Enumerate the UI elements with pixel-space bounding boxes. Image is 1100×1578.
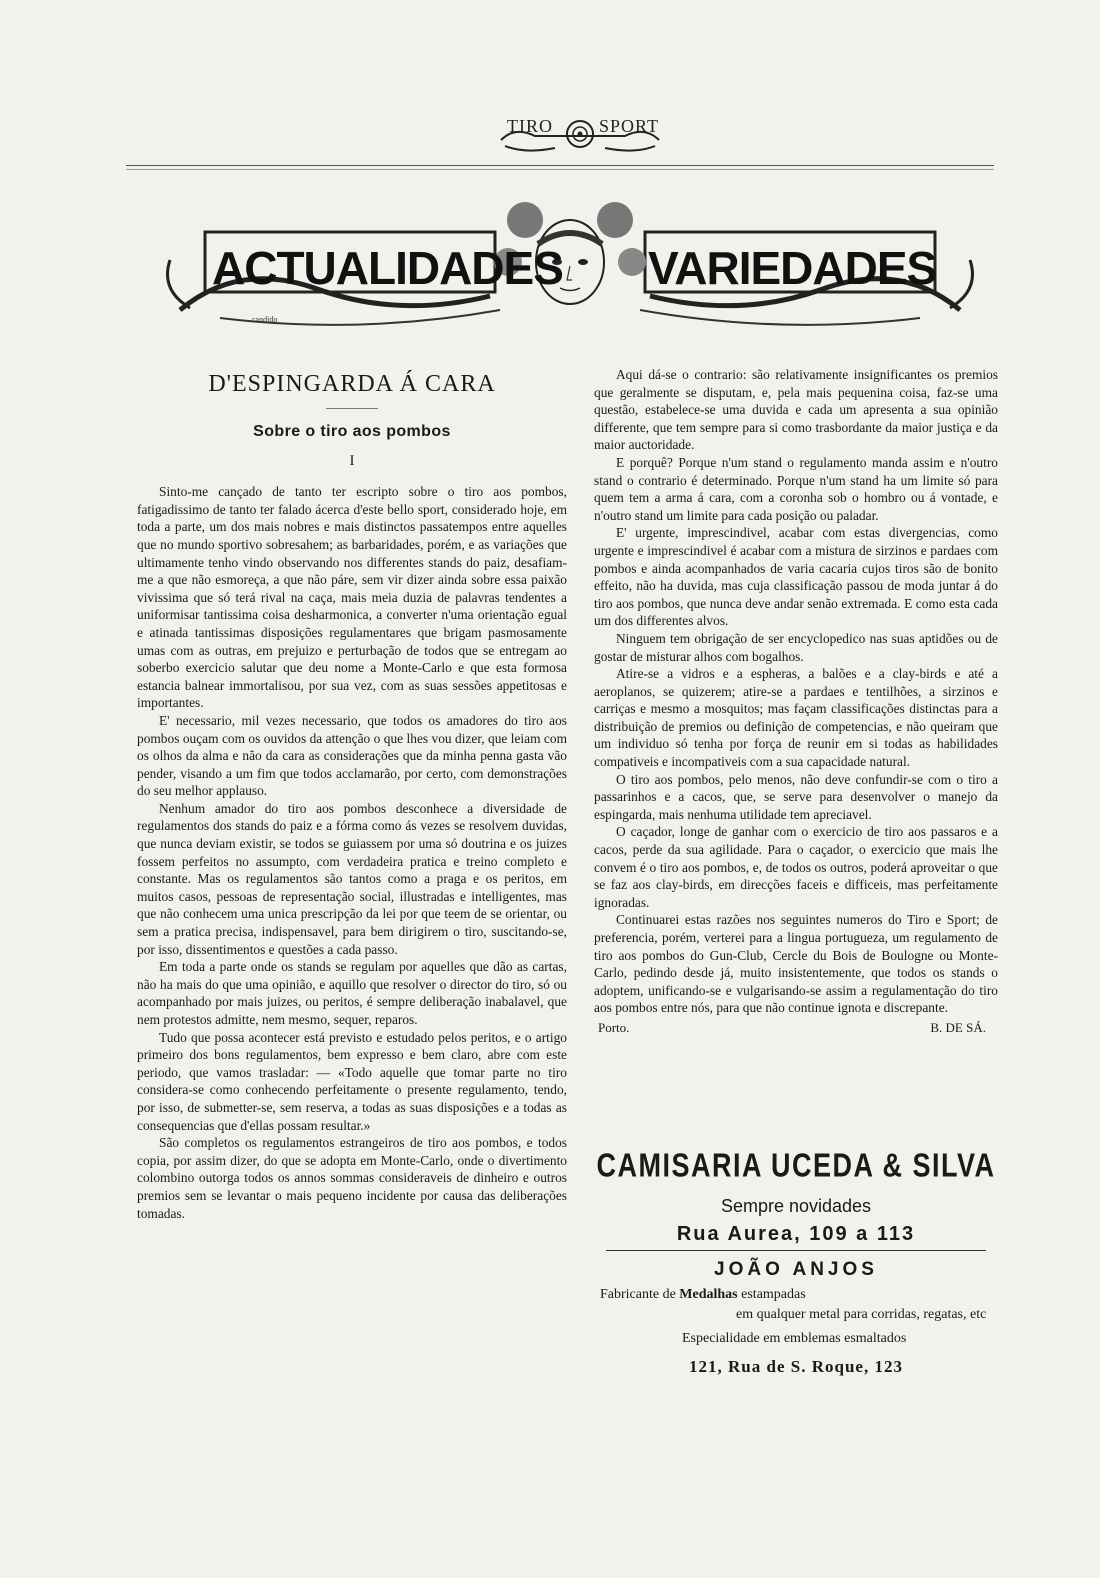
header-rule: [126, 165, 994, 166]
article-right-column: [594, 366, 998, 1037]
title-divider: [326, 408, 378, 409]
ad-line-part: estampadas: [737, 1287, 806, 1302]
section-banner: [160, 200, 980, 335]
ad-line-especialidade: Especialidade em emblemas esmaltados: [682, 1331, 907, 1346]
ad-divider: [606, 1250, 986, 1251]
svg-text:SPORT: SPORT: [599, 116, 659, 136]
ad-line-metal: em qualquer metal para corridas, regatas, etc: [736, 1307, 987, 1322]
paragraph: São completos os regulamentos estrangeiros de tiro aos pombos, e todos copia, por assim dizer, do que se adopta em Monte-Carlo, onde o divertimento colombino outorga todos os annos sommas consideraveis de dinheiro e outros premios sem se levantar o mais pequeno incidente por causa das deliberações tomadas.: [137, 1135, 567, 1221]
ad-line-part: Fabricante de: [600, 1287, 680, 1302]
article-left-column: [137, 370, 567, 1222]
header-rule-thin: [126, 169, 994, 170]
paragraph: E' necessario, mil vezes necessario, que todos os amadores do tiro aos pombos ouçam com os ouvidos da attenção o que lhes vou dizer, que leiam com os olhos da alma e não da cara as considerações que da minha penna gasta vão pender, visando a um fim que todos acclamarão, por certo, com demonstrações do seu melhor applauso.: [137, 712, 567, 799]
ad-line-emphasis: Medalhas: [679, 1287, 738, 1302]
masthead-logo: [495, 110, 665, 158]
banner-illustration: [160, 200, 980, 335]
artist-signature: candido: [252, 315, 278, 324]
paragraph: Sinto-me cançado de tanto ter escripto sobre o tiro aos pombos, fatigadissimo de tanto ter falado ácerca d'este bello sport, considerado hoje, em toda a parte, um dos mais nobres e mais distinctos passatempos entre aquelles que no mundo sportivo sobresahem; as barbaridades, porém, e as variações que ultimamente tenho vindo observando nos differentes stands do paiz, desafiam-me a que não esmoreça, a que não páre, sem vir dizer ainda sobre essa paixão vivissima que só terá rival na caça, mais meia duzia de palavras tendentes a uniformisar tantissima coisa desharmonica, a converter n'uma orientação egual e atinada tantissimas disposições regulamentares que brigam pasmosamente umas com as outras, em prejuizo e perturbação de todos que se entregam ao soberbo exercicio salutar que deu nome a Monte-Carlo e que esta formosa estancia balnear immortalisou, por sua vez, com as suas sessões appetitosas e importantes.: [137, 484, 567, 711]
paragraph: O tiro aos pombos, pelo menos, não deve confundir-se com o tiro a passarinhos e a cacos, que, se serve para desenvolver o manejo da espingarda, mais nenhuma utilidade tem apreciavel.: [594, 771, 998, 822]
ad-owner-name: JOÃO ANJOS: [714, 1259, 878, 1280]
paragraph: Em toda a parte onde os stands se regulam por aquelles que dão as cartas, não ha mais do que uma opinião, e aquillo que resolver o director do tiro, só ou acompanhado por mais juizes, ou peritos, é sempre deliberação inabalavel, que nem protestos admitte, nem mesmo, sequer, reparos.: [137, 959, 567, 1027]
article-part-number: I: [349, 452, 355, 469]
ad-footer-address: 121, Rua de S. Roque, 123: [689, 1357, 903, 1376]
paragraph: Atire-se a vidros e a espheras, a balões e a clay-birds e até a aeroplanos, se quizerem; atire-se a pardaes e tentilhões, a sirzinos e carriças e mesmo a mosquitos; mas façam classificações distinctas para a distribuição de premios ou definição de competencias, e não queiram que um individuo só tenha por força de reunir em si todas as habilidades compativeis e incompativeis com a sua capacidade natural.: [594, 666, 998, 770]
paragraph: Nenhum amador do tiro aos pombos desconhece a diversidade de regulamentos dos stands do paiz e a fórma como ás vezes se resolvem duvidas, que nunca deviam existir, se todos se guiassem por uma só doutrina e os juizes fossem perfeitos no assumpto, com verdadeira pratica e treino completo e constante. Mas os regulamentos são tantos como a praga e os peritos, em muitos casos, pessoas de representação social, illustradas e intelligentes, mas que não conhecem uma unica prescripção da lei por que teem de se orientar, ou sem a pratica precisa, indispensavel, para bem dirigirem o tiro, suscitando-se, por isso, dissentimentos e questões a cada passo.: [137, 800, 567, 957]
paragraph: Ninguem tem obrigação de ser encyclopedico nas suas aptidões ou de gostar de misturar alhos com bogalhos.: [594, 630, 998, 664]
article-title: D'ESPINGARDA Á CARA: [208, 371, 496, 397]
article-author: B. DE SÁ.: [930, 1019, 986, 1035]
banner-word-left: ACTUALIDADES: [212, 242, 563, 294]
article-place: Porto.: [598, 1019, 630, 1035]
tiro-sport-logo: [495, 110, 665, 158]
paragraph: Continuarei estas razões nos seguintes numeros do Tiro e Sport; de preferencia, porém, verterei para a lingua portugueza, um regulamento de tiro aos pombos do Gun-Club, Cercle du Bois de Boulogne ou Monte-Carlo, pedindo desde já, muito insistentemente, que todos os stands o adoptem, unificando-se e vulgarisando-se assim a regulamentação do tiro aos pombos entre nós, para que não continue ignota e discrepante.: [594, 912, 998, 1016]
paragraph: O caçador, longe de ganhar com o exercicio de tiro aos passaros e a cacos, perde da sua agilidade. Para o caçador, o exercicio que mais lhe convem é o tiro aos pombos, e, de todos os outros, poderá aproveitar o que se faz aos clay-birds, em direcções faceis e difficeis, mas perfeitamente ignoradas.: [594, 824, 998, 910]
banner-word-right: VARIEDADES: [648, 242, 937, 294]
ad-line-fabricante: [594, 1287, 998, 1303]
article-subtitle: Sobre o tiro aos pombos: [253, 423, 451, 440]
advertisement: [594, 1146, 998, 1377]
paragraph: E' urgente, imprescindivel, acabar com estas divergencias, como urgente e imprescindivel é acabar com a mistura de sirzinos e pardaes com pombos e ainda acompanhados de varia cacaria cujos tiros são de bonito effeito, não ha duvida, mas cuja classificação passou de moda juntar á do tiro aos pombos, que nunca deve andar senão extremada. E como esta cada um dos differentes alvos.: [594, 525, 998, 629]
article-signature: [594, 1019, 998, 1037]
ad-address: Rua Aurea, 109 a 113: [676, 1223, 916, 1245]
ad-company-name: CAMISARIA UCEDA & SILVA: [596, 1146, 996, 1184]
paragraph: Tudo que possa acontecer está previsto e estudado pelos peritos, e o artigo primeiro dos bons regulamentos, bem expresso e bem claro, abre com este periodo, que vamos trasladar: — «Todo aquelle que tomar parte no tiro considera-se como conhecendo perfeitamente o presente regulamento, tendo, por isso, de submetter-se, sem reserva, a todas as suas disposições e a todas as consequencias que d'ellas possam resultar.»: [137, 1029, 567, 1133]
svg-text:TIRO: TIRO: [507, 116, 553, 136]
paragraph: E porquê? Porque n'um stand o regulamento manda assim e n'outro stand o contrario é determinado. Porque n'um stand ha um limite só para quem tem a arma á cara, com a coronha sob o hombro ou á vontade, e n'outro stand um limite para cada posição ou paladar.: [594, 454, 998, 523]
ad-tagline: Sempre novidades: [720, 1196, 872, 1216]
paragraph: Aqui dá-se o contrario: são relativamente insignificantes os premios que geralmente se disputam, e, pela mais pequenina coisa, faz-se uma questão, estabelece-se uma duvida e cada um apresenta a sua opinião differente, que tem sempre para si como trasbordante da maior justiça e da maior auctoridade.: [594, 367, 998, 453]
